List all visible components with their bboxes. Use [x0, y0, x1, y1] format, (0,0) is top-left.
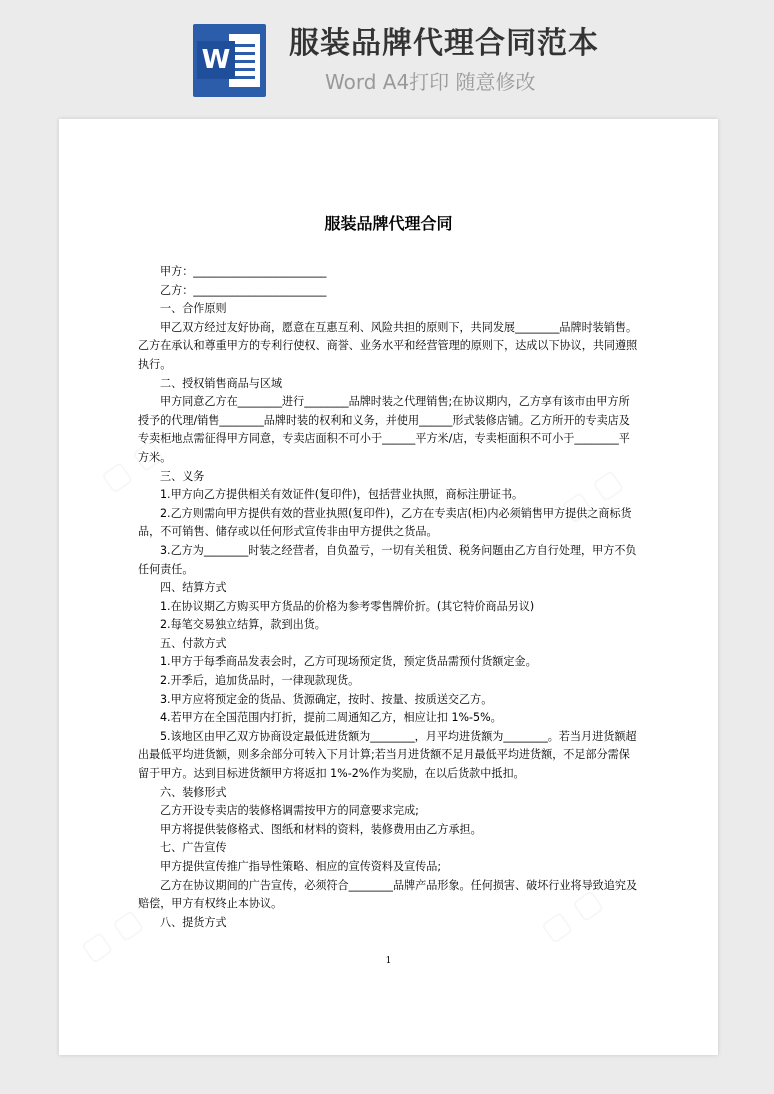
section-heading: 六、装修形式: [160, 785, 227, 799]
section-heading: 二、授权销售商品与区域: [160, 376, 283, 390]
paragraph: 5.该地区由甲乙双方协商设定最低进货额为________，月平均进货额为________。若当月进货额超出最低平均进货额，则多余部分可转入下月计算;若当月进货额不足月最低平均进货额，不足部分需保留于甲方。达到目标进货额甲方将返扣 1%-2%作为奖励，在以后货款中抵扣。: [138, 729, 637, 781]
banner-title: 服装品牌代理合同范本: [289, 26, 599, 61]
paragraph: 3.甲方应将预定金的货品、货源确定，按时、按量、按质送交乙方。: [160, 692, 493, 706]
paragraph: 乙方开设专卖店的装修格调需按甲方的同意要求完成;: [160, 804, 419, 818]
word-document-icon: [193, 24, 266, 97]
page-number: 1: [385, 956, 392, 966]
logo-letter: W: [197, 41, 235, 79]
logo-line: [234, 52, 255, 55]
section-heading: 五、付款方式: [160, 636, 227, 650]
paragraph: 4.若甲方在全国范围内打折，提前二周通知乙方，相应让扣 1%-5%。: [160, 711, 502, 725]
banner: [0, 0, 774, 118]
section-heading: 七、广告宣传: [160, 841, 227, 855]
paragraph: 2.乙方则需向甲方提供有效的营业执照(复印件)，乙方在专卖店(柜)内必须销售甲方提供之商标货品，不可销售、储存或以任何形式宣传非由甲方提供之货品。: [138, 506, 632, 539]
paragraph: 甲乙双方经过友好协商，愿意在互惠互利、风险共担的原则下，共同发展________品牌时装销售。乙方在承认和尊重甲方的专利行使权、商誉、业务水平和经营管理的原则下，达成以下协议，共同遵照执行。: [138, 320, 638, 371]
section-heading: 四、结算方式: [160, 581, 227, 595]
paragraph: 1.在协议期乙方购买甲方货品的价格为参考零售牌价折。(其它特价商品另议): [160, 599, 535, 613]
section-heading: 八、提货方式: [160, 915, 227, 929]
logo-line: [234, 60, 255, 63]
paragraph: 甲方将提供装修格式、图纸和材料的资料，装修费用由乙方承担。: [160, 822, 482, 836]
document-body: [138, 263, 638, 932]
party-b-line: 乙方：________________________: [160, 283, 327, 297]
logo-line: [234, 68, 255, 71]
paragraph: 1.甲方于每季商品发表会时，乙方可现场预定货，预定货品需预付货额定金。: [160, 655, 537, 669]
document-page: [59, 119, 718, 1055]
paragraph: 2.开季后，追加货品时，一律现款现货。: [160, 674, 360, 688]
paragraph: 3.乙方为________时装之经营者，自负盈亏，一切有关租赁、税务问题由乙方自行处理，甲方不负任何责任。: [138, 543, 637, 576]
logo-line: [234, 44, 255, 47]
paragraph: 乙方在协议期间的广告宣传，必须符合________品牌产品形象。任何损害、破坏行业将导致追究及赔偿，甲方有权终止本协议。: [138, 878, 638, 911]
banner-subtitle: Word A4打印 随意修改: [325, 70, 536, 94]
logo-line: [234, 76, 255, 79]
document-title: 服装品牌代理合同: [324, 214, 453, 233]
section-heading: 一、合作原则: [160, 302, 227, 316]
paragraph: 甲方提供宣传推广指导性策略、相应的宣传资料及宣传品;: [160, 860, 442, 873]
party-a-line: 甲方：________________________: [160, 265, 327, 278]
section-heading: 三、义务: [160, 469, 205, 483]
paragraph: 1.甲方向乙方提供相关有效证件(复印件)，包括营业执照，商标注册证书。: [160, 488, 524, 502]
paragraph: 2.每笔交易独立结算，款到出货。: [160, 618, 326, 632]
paragraph: 甲方同意乙方在________进行________品牌时装之代理销售;在协议期内，乙方享有该市由甲方所授予的代理/销售________品牌时装的权利和义务，并使用______形式装修店铺。乙方所开的专卖店及专卖柜地点需征得甲方同意，专卖店面积不可小于______平方米/店，专卖柜面积不可小于________平方米。: [138, 395, 630, 464]
